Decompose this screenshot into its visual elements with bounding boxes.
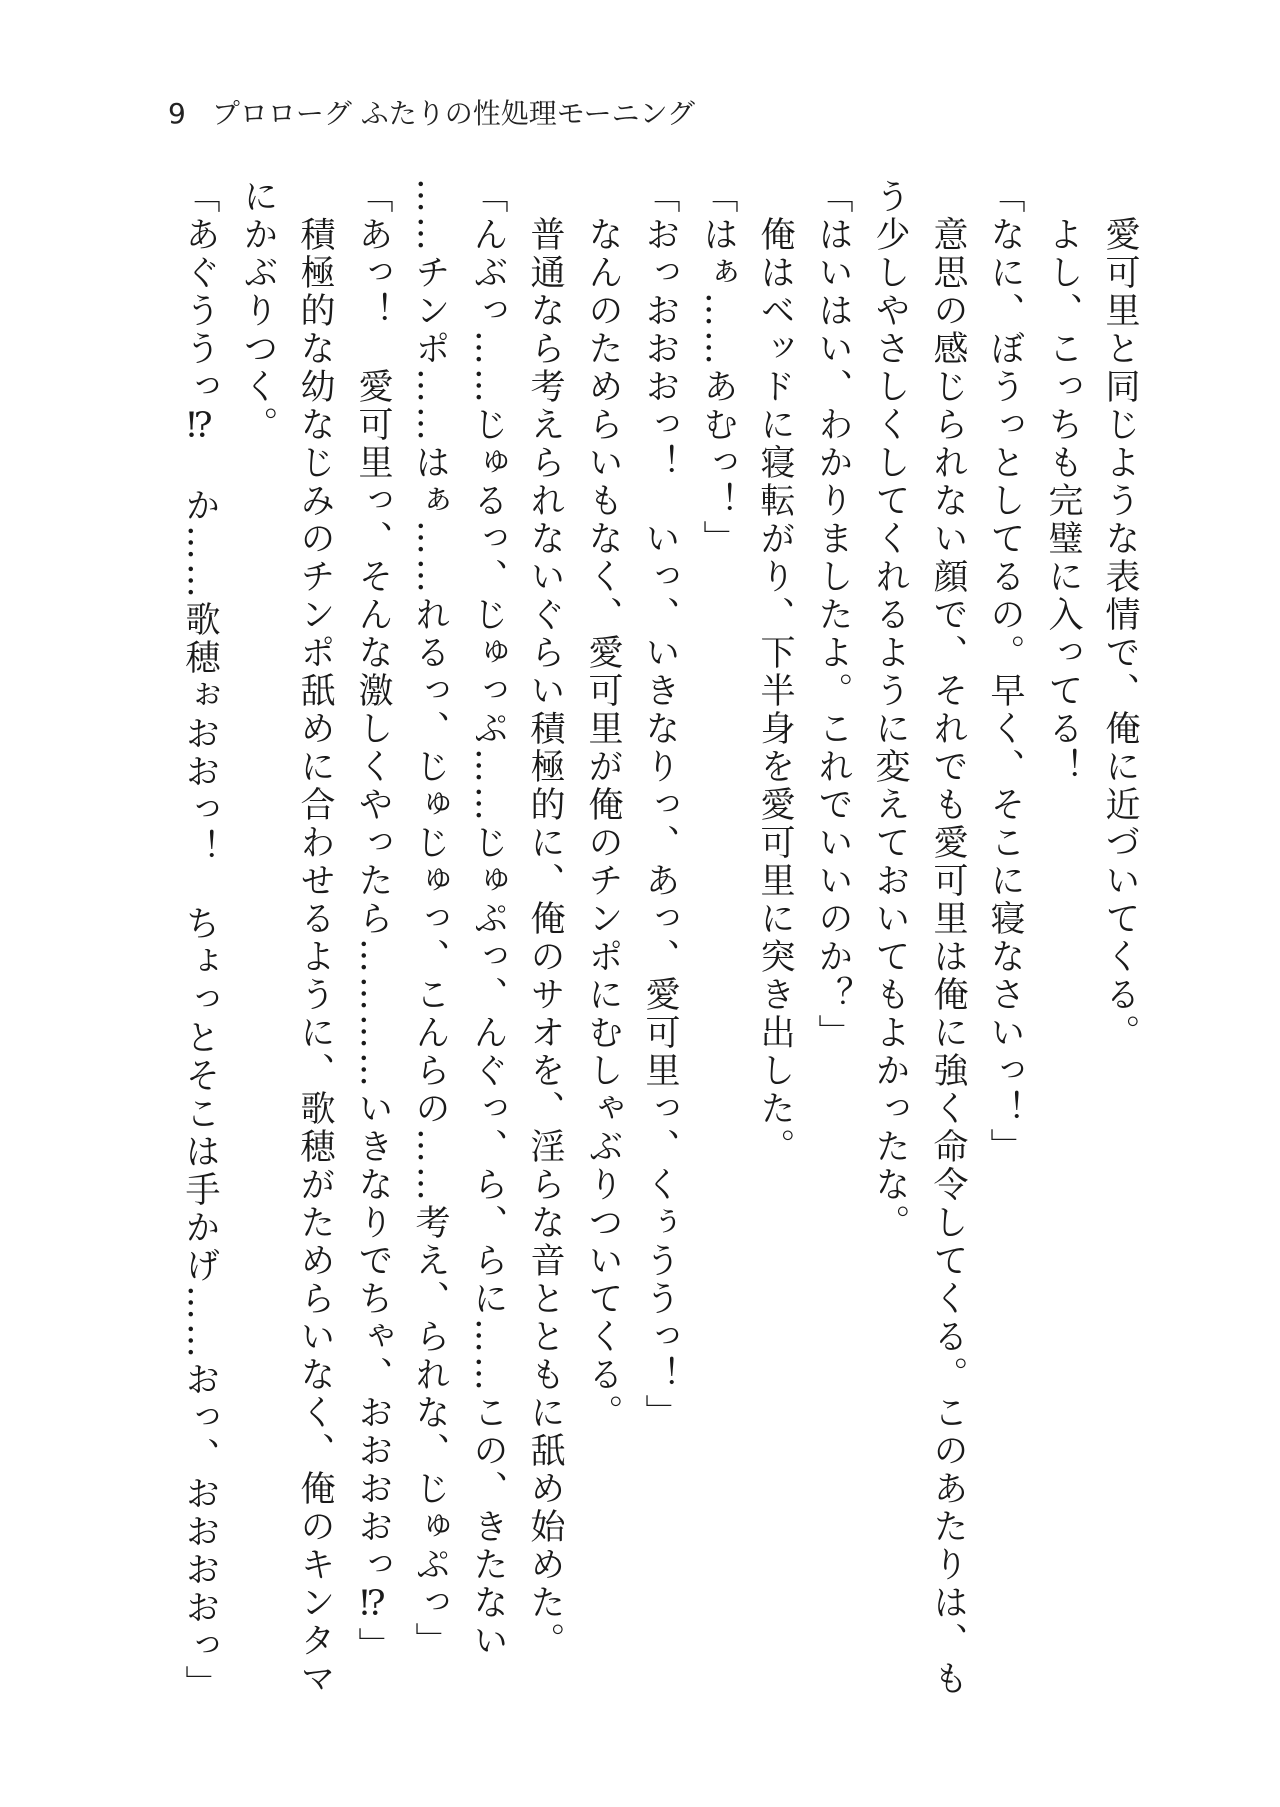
text-line: 「あっ！ 愛可里っ、そんな激しくやったら…………いきなりでちゃ、おおおおっ⁉」 xyxy=(353,178,393,1665)
text-line: ……チンポ……はぁ……れるっ、じゅじゅっ、こんらの……考え、られな、じゅぷっ」 xyxy=(410,178,450,1660)
text-line: 普通なら考えられないぐらい積極的に、俺のサオを、淫らな音とともに舐め始めた。 xyxy=(525,216,565,1660)
running-header xyxy=(168,92,695,132)
text-line: 「なに、ぼうっとしてるの。早く、そこに寝なさいっ！」 xyxy=(985,178,1025,1166)
text-line: 「はぁ……あむっ！」 xyxy=(698,178,738,558)
text-line: 「はいはい、わかりましたよ。これでいいのか？」 xyxy=(813,178,853,1052)
text-line: 積極的な幼なじみのチンポ舐めに合わせるように、歌穂がためらいなく、俺のキンタマ xyxy=(295,216,335,1698)
page-number: 9 xyxy=(168,97,186,130)
text-line: 「おっおおおっ！ いっ、いきなりっ、あっ、愛可里っ、くぅううっ！」 xyxy=(640,178,680,1432)
text-line: 意思の感じられない顔で、それでも愛可里は俺に強く命令してくる。このあたりは、も xyxy=(928,216,968,1698)
text-line: にかぶりつく。 xyxy=(238,178,278,444)
chapter-title: プロローグ ふたりの性処理モーニング xyxy=(211,97,696,130)
text-line: なんのためらいもなく、愛可里が俺のチンポにむしゃぶりついてくる。 xyxy=(583,216,623,1432)
text-line: 愛可里と同じような表情で、俺に近づいてくる。 xyxy=(1100,216,1140,1052)
text-line: う少しやさしくしてくれるように変えておいてもよかったな。 xyxy=(870,178,910,1242)
text-line: 俺はベッドに寝転がり、下半身を愛可里に突き出した。 xyxy=(755,216,795,1166)
text-line: 「んぶっ……じゅるっ、じゅっぷ……じゅぷっ、んぐっ、ら、らに……この、きたない xyxy=(468,178,508,1660)
text-line: よし、こっちも完璧に入ってる！ xyxy=(1043,216,1083,786)
text-line: 「あぐううっ⁉ か……歌穂ぉおおっ！ ちょっとそこは手かげ……おっ、おおおおっ」 xyxy=(180,178,220,1703)
